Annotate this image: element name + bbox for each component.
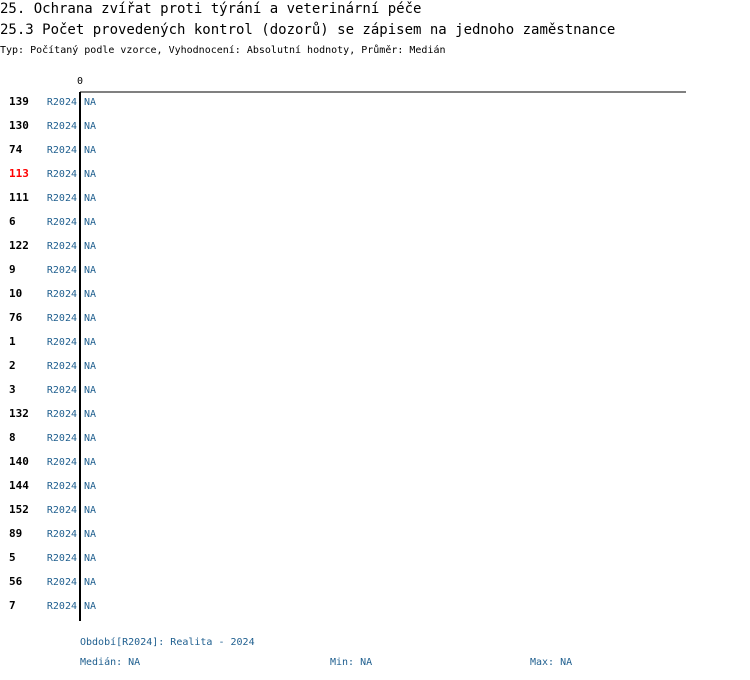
series-label: R2024 bbox=[46, 409, 77, 420]
series-label: R2024 bbox=[46, 433, 77, 444]
series-label: R2024 bbox=[46, 241, 77, 252]
value-label: NA bbox=[84, 265, 97, 276]
value-label: NA bbox=[84, 337, 97, 348]
value-label: NA bbox=[84, 481, 97, 492]
series-label: R2024 bbox=[46, 577, 77, 588]
category-label: 132 bbox=[9, 407, 29, 420]
x-tick-label: 0 bbox=[76, 76, 84, 87]
series-label: R2024 bbox=[46, 145, 77, 156]
category-label: 3 bbox=[9, 383, 16, 396]
category-label: 122 bbox=[9, 239, 29, 252]
chart-title: 25. Ochrana zvířat proti týrání a veterinární péče bbox=[0, 1, 422, 17]
value-label: NA bbox=[84, 241, 97, 252]
category-label: 10 bbox=[9, 287, 23, 300]
category-label: 56 bbox=[9, 575, 23, 588]
category-label: 74 bbox=[9, 143, 23, 156]
series-label: R2024 bbox=[46, 193, 77, 204]
series-label: R2024 bbox=[46, 361, 77, 372]
category-label: 144 bbox=[9, 479, 29, 492]
series-label: R2024 bbox=[46, 385, 77, 396]
value-label: NA bbox=[84, 409, 97, 420]
category-label: 9 bbox=[9, 263, 16, 276]
value-label: NA bbox=[84, 193, 97, 204]
category-label: 2 bbox=[9, 359, 16, 372]
category-label: 76 bbox=[9, 311, 23, 324]
value-label: NA bbox=[84, 313, 97, 324]
series-label: R2024 bbox=[46, 481, 77, 492]
value-label: NA bbox=[84, 553, 97, 564]
period-legend: Období[R2024]: Realita - 2024 bbox=[80, 637, 255, 648]
series-label: R2024 bbox=[46, 337, 77, 348]
category-label: 130 bbox=[9, 119, 29, 132]
value-label: NA bbox=[84, 121, 97, 132]
series-label: R2024 bbox=[46, 601, 77, 612]
category-label: 140 bbox=[9, 455, 29, 468]
value-label: NA bbox=[84, 505, 97, 516]
category-label: 111 bbox=[9, 191, 29, 204]
series-label: R2024 bbox=[46, 97, 77, 108]
series-label: R2024 bbox=[46, 313, 77, 324]
category-label: 7 bbox=[9, 599, 16, 612]
median-stat: Medián: NA bbox=[80, 657, 141, 668]
category-label: 139 bbox=[9, 95, 29, 108]
min-stat: Min: NA bbox=[330, 657, 373, 668]
category-label: 5 bbox=[9, 551, 16, 564]
chart-subtitle: 25.3 Počet provedených kontrol (dozorů) se zápisem na jednoho zaměstnance bbox=[0, 22, 616, 38]
value-label: NA bbox=[84, 577, 97, 588]
value-label: NA bbox=[84, 529, 97, 540]
value-label: NA bbox=[84, 217, 97, 228]
value-label: NA bbox=[84, 385, 97, 396]
value-label: NA bbox=[84, 289, 97, 300]
value-label: NA bbox=[84, 457, 97, 468]
value-label: NA bbox=[84, 361, 97, 372]
category-label: 152 bbox=[9, 503, 29, 516]
series-label: R2024 bbox=[46, 553, 77, 564]
category-label: 8 bbox=[9, 431, 16, 444]
value-label: NA bbox=[84, 145, 97, 156]
series-label: R2024 bbox=[46, 457, 77, 468]
category-label: 89 bbox=[9, 527, 23, 540]
series-label: R2024 bbox=[46, 529, 77, 540]
series-label: R2024 bbox=[46, 289, 77, 300]
max-stat: Max: NA bbox=[530, 657, 573, 668]
category-label: 113 bbox=[9, 167, 29, 180]
series-label: R2024 bbox=[46, 505, 77, 516]
series-label: R2024 bbox=[46, 265, 77, 276]
series-label: R2024 bbox=[46, 169, 77, 180]
value-label: NA bbox=[84, 169, 97, 180]
value-label: NA bbox=[84, 601, 97, 612]
chart-type-info: Typ: Počítaný podle vzorce, Vyhodnocení: Absolutní hodnoty, Průměr: Medián bbox=[0, 45, 446, 56]
series-label: R2024 bbox=[46, 217, 77, 228]
category-label: 6 bbox=[9, 215, 16, 228]
series-label: R2024 bbox=[46, 121, 77, 132]
value-label: NA bbox=[84, 97, 97, 108]
category-label: 1 bbox=[9, 335, 16, 348]
value-label: NA bbox=[84, 433, 97, 444]
